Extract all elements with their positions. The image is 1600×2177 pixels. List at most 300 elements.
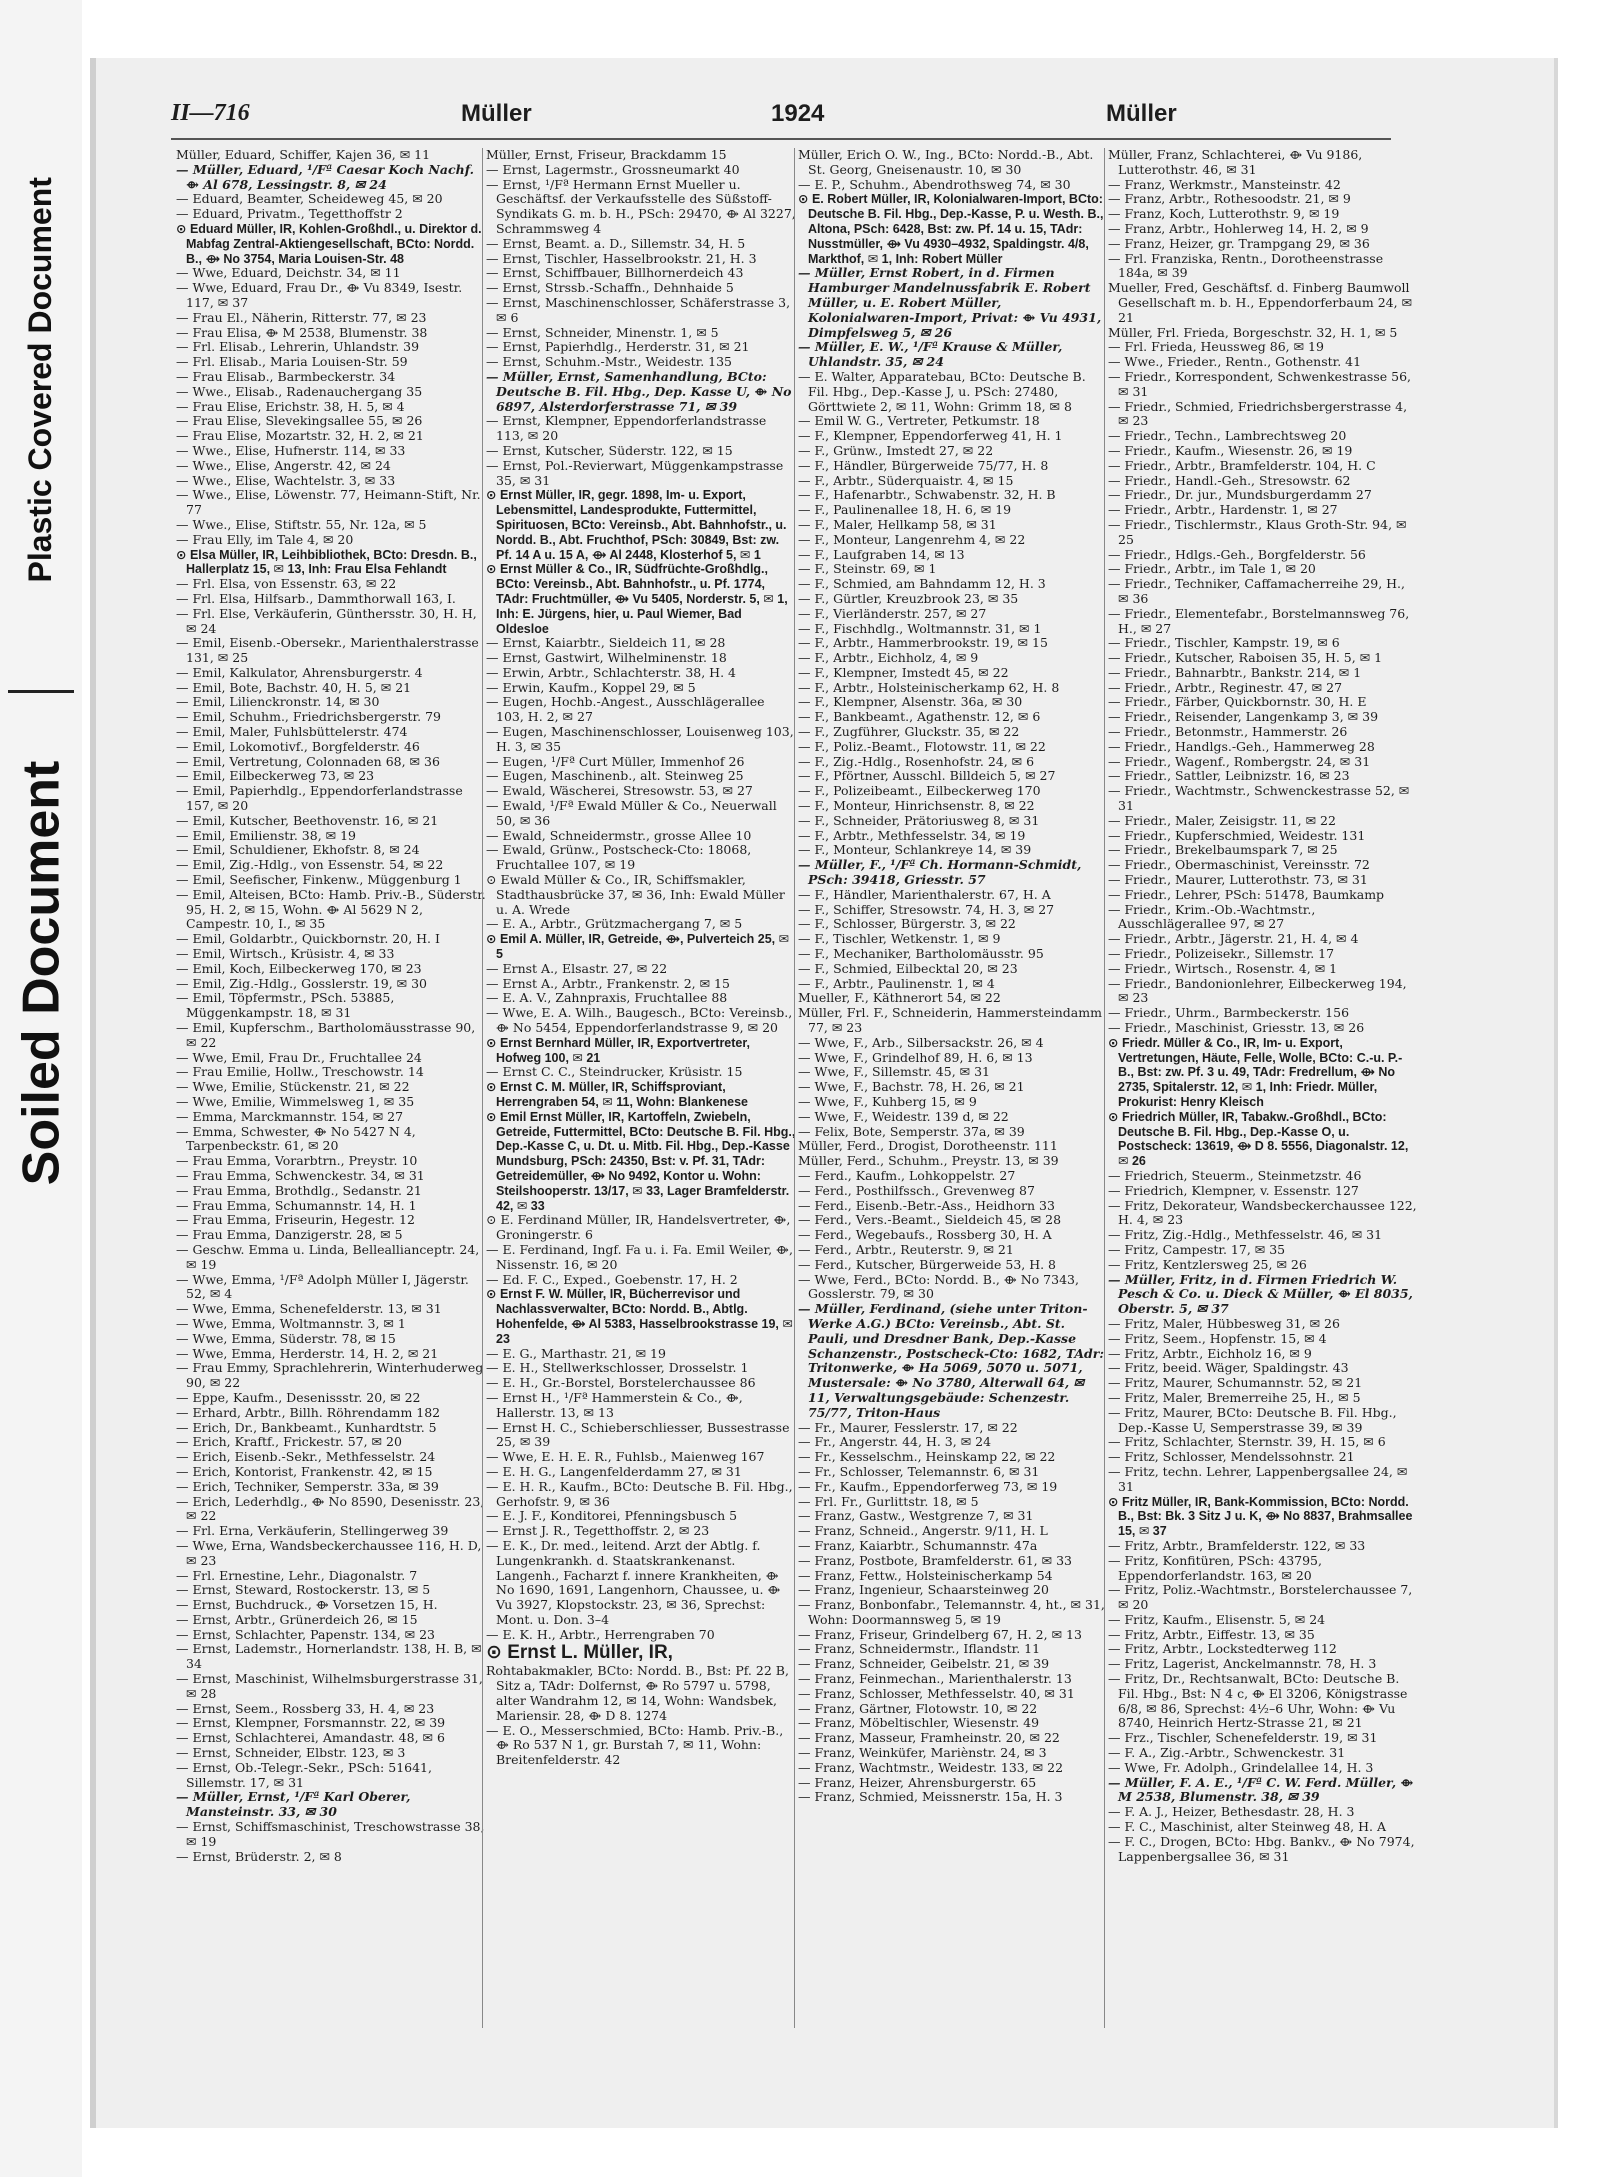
directory-entry: — Franz, Heizer, gr. Trampgang 29, ✉ 36 xyxy=(1108,235,1370,251)
directory-entry: — Ernst, Beamt. a. D., Sillemstr. 34, H. 5 xyxy=(486,235,746,251)
directory-entry: — Friedr., Hdlgs.-Geh., Borgfelderstr. 56 xyxy=(1108,546,1366,562)
directory-entry: — Fritz, Maler, Bremerreihe 25, H., ✉ 5 xyxy=(1108,1389,1361,1405)
directory-entry: — Frau Emmy, Sprachlehrerin, Winterhuderweg 90, ✉ 22 xyxy=(176,1360,484,1391)
directory-entry: — Geschw. Emma u. Linda, Belleallianceptr. 24, ✉ 19 xyxy=(176,1241,480,1272)
directory-entry: — F., Mechaniker, Bartholomäusstr. 95 xyxy=(798,946,1044,962)
directory-entry: — Ferd., Arbtr., Reuterstr. 9, ✉ 21 xyxy=(798,1241,1014,1257)
directory-entry: — Frau Emma, Schumannstr. 14, H. 1 xyxy=(176,1197,417,1213)
directory-entry: — Wwe., Frieder., Rentn., Gothenstr. 41 xyxy=(1108,354,1362,370)
directory-entry: — Emil, Bote, Bachstr. 40, H. 5, ✉ 21 xyxy=(176,679,412,695)
soiled-document-stamp xyxy=(8,690,74,1253)
directory-entry: — Emil, Koch, Eilbeckerweg 170, ✉ 23 xyxy=(176,960,422,976)
directory-entry: — Frau Emma, Friseurin, Hegestr. 12 xyxy=(176,1212,415,1228)
directory-entry: — E. H., Stellwerkschlosser, Drosselstr. 1 xyxy=(486,1360,749,1376)
directory-entry: — F., Monteur, Hinrichsenstr. 8, ✉ 22 xyxy=(798,798,1035,814)
directory-entry: — Ernst, Brüderstr. 2, ✉ 8 xyxy=(176,1848,342,1864)
directory-entry: — Ernst, Gastwirt, Wilhelminenstr. 18 xyxy=(486,650,727,666)
directory-entry: — Franz, Kaiarbtr., Schumannstr. 47a xyxy=(798,1537,1038,1553)
soiled-document-label: Soiled Document xyxy=(12,760,70,1186)
directory-entry: — Erhard, Arbtr., Billh. Röhrendamm 182 xyxy=(176,1404,441,1420)
directory-entry: — F., Monteur, Schlankreye 14, ✉ 39 xyxy=(798,842,1032,858)
directory-entry: Rohtabakmakler, BCto: Nordd. B., Bst: Pf. 22 B, Sitz a, TAdr: Dolfernst, ⟴ Ro 5797 u. 5798, alter Wandrahm 12, ✉ 14, Wohn: Wandsbek, Mariensir. 28, ⟴ D 8. 1274 xyxy=(486,1663,789,1723)
directory-entry: — Fritz, Seem., Hopfenstr. 15, ✉ 4 xyxy=(1108,1330,1327,1346)
directory-entry: — Friedr., Lehrer, PSch: 51478, Baumkamp xyxy=(1108,886,1385,902)
directory-entry: — Friedr., Bahnarbtr., Bankstr. 214, ✉ 1 xyxy=(1108,664,1362,680)
directory-entry: — Frl. Else, Verkäuferin, Günthersstr. 30, H. H, ✉ 24 xyxy=(176,605,477,636)
directory-entry: — Emil, Kutscher, Beethovenstr. 16, ✉ 21 xyxy=(176,812,439,828)
directory-page xyxy=(90,58,1558,2128)
directory-entry: — F. C., Maschinist, alter Steinweg 48, H. A xyxy=(1108,1819,1386,1835)
directory-entry: — Fritz, Schlosser, Mendelssohnstr. 21 xyxy=(1108,1449,1355,1465)
directory-entry: — Frau Emma, Vorarbtrn., Preystr. 10 xyxy=(176,1153,418,1169)
directory-entry: — F., Hafenarbtr., Schwabenstr. 32, H. B xyxy=(798,487,1056,503)
directory-entry: — Friedr., Sattler, Leibnizstr. 16, ✉ 23 xyxy=(1108,768,1350,784)
directory-entry: — Frau Elly, im Tale 4, ✉ 20 xyxy=(176,531,354,547)
directory-entry: — Emil, Zig.-Hdlg., von Essenstr. 54, ✉ 22 xyxy=(176,857,444,873)
directory-entry: — Franz, Gastw., Westgrenze 7, ✉ 31 xyxy=(798,1508,1034,1524)
page-number: II—716 xyxy=(171,100,250,126)
directory-entry: — Friedr., Reisender, Langenkamp 3, ✉ 39 xyxy=(1108,709,1379,725)
directory-entry: — Emma, Marckmannstr. 154, ✉ 27 xyxy=(176,1108,404,1124)
directory-entry: — Franz, Schneid., Angerstr. 9/11, H. L xyxy=(798,1523,1048,1539)
directory-entry: — Ernst, Lagermstr., Grossneumarkt 40 xyxy=(486,161,740,177)
directory-entry: — Friedr., Kupferschmied, Weidestr. 131 xyxy=(1108,827,1366,843)
directory-entry: — Friedrich, Steuerm., Steinmetzstr. 46 xyxy=(1108,1167,1362,1183)
directory-entry: — Ewald, Schneidermstr., grosse Allee 10 xyxy=(486,827,752,843)
directory-entry: — Wwe, F., Weidestr. 139 d, ✉ 22 xyxy=(798,1108,1009,1124)
directory-entry: — F. C., Drogen, BCto: Hbg. Bankv., ⟴ No 7974, Lappenbergsallee 36, ✉ 31 xyxy=(1108,1833,1415,1864)
directory-entry: — Friedr., Arbtr., Jägerstr. 21, H. 4, ✉ 4 xyxy=(1108,931,1359,947)
directory-entry: — Wwe, Emilie, Wimmelsweg 1, ✉ 35 xyxy=(176,1094,415,1109)
directory-entry: — Ernst, Schneider, Minenstr. 1, ✉ 5 xyxy=(486,324,719,340)
directory-entry: — Emil W. G., Vertreter, Petkumstr. 18 xyxy=(798,413,1040,429)
directory-entry: — Fr., Maurer, Fesslerstr. 17, ✉ 22 xyxy=(798,1419,1018,1435)
directory-entry: — Friedr., Dr. jur., Mundsburgerdamm 27 xyxy=(1108,487,1372,503)
directory-entry: — Franz, Gärtner, Flotowstr. 10, ✉ 22 xyxy=(798,1700,1038,1716)
directory-entry: — Erwin, Kaufm., Koppel 29, ✉ 5 xyxy=(486,679,696,695)
directory-entry: — Emma, Schwester, ⟴ No 5427 N 4, Tarpenbeckstr. 61, ✉ 20 xyxy=(176,1123,416,1154)
directory-entry: — F., Laufgraben 14, ✉ 13 xyxy=(798,546,965,562)
directory-entry: — Ernst, Klempner, Eppendorferlandstrasse 113, ✉ 20 xyxy=(486,413,767,444)
directory-entry: — Frau Emma, Danzigerstr. 28, ✉ 5 xyxy=(176,1227,403,1243)
directory-entry: — Ernst, Schlachterei, Amandastr. 48, ✉ 6 xyxy=(176,1730,445,1746)
column-divider xyxy=(794,148,795,2028)
directory-entry: — Ferd., Wegebaufs., Rossberg 30, H. A xyxy=(798,1227,1052,1243)
directory-entry: — Müller, Eduard, ¹/Fª Caesar Koch Nachf. ⟴ Al 678, Lessingstr. 8, ✉ 24 xyxy=(176,161,475,192)
directory-entry: — Wwe, Ferd., BCto: Nordd. B., ⟴ No 7343, Gosslerstr. 79, ✉ 30 xyxy=(798,1271,1079,1302)
directory-entry: — Friedr., Maurer, Lutterothstr. 73, ✉ 31 xyxy=(1108,872,1368,888)
directory-entry: — Friedr., Polizeisekr., Sillemstr. 17 xyxy=(1108,946,1335,962)
directory-entry: — F., Zig.-Hdlg., Rosenhofstr. 24, ✉ 6 xyxy=(798,753,1035,769)
directory-entry: ⊙ Elsa Müller, IR, Leihbibliothek, BCto: Dresdn. B., Hallerplatz 15, ✉ 13, Inh: Frau Elsa Fehlandt xyxy=(176,547,477,577)
directory-entry: — Müller, Ernst Robert, in d. Firmen Hamburger Mandelnussfabrik E. Robert Müller, u. E. Robert Müller, Kolonialwaren-Import, Privat: ⟴ Vu 4931, Dimpfelsweg 5, ✉ 26 xyxy=(798,265,1102,340)
directory-entry: — Franz, Masseur, Framheinstr. 20, ✉ 22 xyxy=(798,1730,1060,1746)
directory-entry: — Ferd., Posthilfssch., Grevenweg 87 xyxy=(798,1182,1035,1198)
directory-entry: — Wwe, F., Grindelhof 89, H. 6, ✉ 13 xyxy=(798,1049,1033,1065)
directory-column-2 xyxy=(486,148,796,2018)
directory-entry: — F., Arbtr., Hammerbrookstr. 19, ✉ 15 xyxy=(798,635,1048,651)
directory-entry: — Emil, Lilienckronstr. 14, ✉ 30 xyxy=(176,694,380,710)
directory-entry: — Franz, Feinmechan., Marienthalerstr. 13 xyxy=(798,1671,1072,1687)
directory-entry: — Frau Elisab., Barmbeckerstr. 34 xyxy=(176,368,396,384)
directory-entry: — E. H. R., Kaufm., BCto: Deutsche B. Fil. Hbg., Gerhofstr. 9, ✉ 36 xyxy=(486,1478,793,1509)
directory-entry: — Ernst, Strssb.-Schaffn., Dehnhaide 5 xyxy=(486,280,734,296)
directory-entry: Mueller, Fred, Geschäftsf. d. Finberg Baumwoll Gesellschaft m. b. H., Eppendorferbaum 24, ✉ 21 xyxy=(1108,280,1413,325)
directory-entry: Mueller, F., Käthnerort 54, ✉ 22 xyxy=(798,990,1001,1006)
directory-entry: — E. J. F., Konditorei, Pfenningsbusch 5 xyxy=(486,1508,738,1524)
directory-entry: — Friedr., Kutscher, Raboisen 35, H. 5, ✉ 1 xyxy=(1108,650,1383,666)
header-surname-right: Müller xyxy=(1106,100,1177,127)
directory-entry: — F., Pförtner, Ausschl. Billdeich 5, ✉ 27 xyxy=(798,768,1056,784)
directory-entry: — Wwe, Emilie, Stückenstr. 21, ✉ 22 xyxy=(176,1079,410,1095)
directory-entry: — Ernst, Schiffbauer, Billhornerdeich 43 xyxy=(486,265,744,281)
directory-entry: Müller, Eduard, Schiffer, Kajen 36, ✉ 11 xyxy=(176,148,431,162)
directory-entry: — Fritz, Zig.-Hdlg., Methfesselstr. 46, ✉ 31 xyxy=(1108,1227,1383,1243)
directory-entry: — Franz, Schneider, Geibelstr. 21, ✉ 39 xyxy=(798,1656,1050,1672)
directory-entry: — Franz, Koch, Lutterothstr. 9, ✉ 19 xyxy=(1108,206,1340,222)
directory-entry: — Emil, Goldarbtr., Quickbornstr. 20, H. I xyxy=(176,931,440,947)
directory-entry: — Friedr., Betonmstr., Hammerstr. 26 xyxy=(1108,724,1348,740)
directory-entry: — Eugen, Maschinenschlosser, Louisenweg 103, H. 3, ✉ 35 xyxy=(486,724,794,754)
directory-entry: — Ferd., Vers.-Beamt., Sieldeich 45, ✉ 28 xyxy=(798,1212,1062,1228)
directory-entry: — Eppe, Kaufm., Desenissstr. 20, ✉ 22 xyxy=(176,1389,421,1405)
directory-entry: — Franz, Schlosser, Methfesselstr. 40, ✉ 31 xyxy=(798,1685,1075,1701)
directory-entry: — Ernst, Kaiarbtr., Sieldeich 11, ✉ 28 xyxy=(486,635,726,651)
directory-entry: — Wwe, Emil, Frau Dr., Fruchtallee 24 xyxy=(176,1049,422,1065)
directory-entry: — Franz, Weinküfer, Mariènstr. 24, ✉ 3 xyxy=(798,1745,1047,1761)
directory-entry: — Franz, Schneidermstr., Iflandstr. 11 xyxy=(798,1641,1041,1657)
directory-entry: — Ferd., Eisenb.-Betr.-Ass., Heidhorn 33 xyxy=(798,1197,1055,1213)
directory-entry: — Emil, Maler, Fuhlsbüttelerstr. 474 xyxy=(176,724,408,740)
directory-entry: — Ernst, Seem., Rossberg 33, H. 4, ✉ 23 xyxy=(176,1700,435,1716)
directory-entry: — Frl. Elisab., Lehrerin, Uhlandstr. 39 xyxy=(176,339,420,355)
directory-entry: — Eugen, Hochb.-Angest., Ausschlägerallee 103, H. 2, ✉ 27 xyxy=(486,694,765,725)
directory-entry: — Müller, E. W., ¹/Fª Krause & Müller, Uhlandstr. 35, ✉ 24 xyxy=(798,339,1063,370)
directory-entry: — Wwe, Emma, Herderstr. 14, H. 2, ✉ 21 xyxy=(176,1345,439,1361)
column-divider xyxy=(1104,148,1105,2028)
directory-entry: — Fritz, Lagerist, Anckelmannstr. 78, H. 3 xyxy=(1108,1656,1377,1672)
directory-column-4 xyxy=(1108,148,1418,2018)
directory-entry: — Ferd., Kaufm., Lohkoppelstr. 27 xyxy=(798,1167,1016,1183)
directory-entry: — F., Poliz.-Beamt., Flotowstr. 11, ✉ 22 xyxy=(798,738,1046,754)
directory-entry: — Ernst, Kutscher, Süderstr. 122, ✉ 15 xyxy=(486,442,733,458)
directory-entry: — F., Arbtr., Methfesselstr. 34, ✉ 19 xyxy=(798,827,1026,843)
directory-entry: — E. H. G., Langenfelderdamm 27, ✉ 31 xyxy=(486,1463,742,1479)
directory-entry: — Frau Emilie, Hollw., Treschowstr. 14 xyxy=(176,1064,424,1080)
directory-entry: — Wwe, F., Bachstr. 78, H. 26, ✉ 21 xyxy=(798,1079,1025,1095)
directory-entry: — Eduard, Beamter, Scheideweg 45, ✉ 20 xyxy=(176,191,443,207)
directory-entry: — Friedr., Arbtr., im Tale 1, ✉ 20 xyxy=(1108,561,1316,577)
directory-entry: — Fritz, Maler, Hübbesweg 31, ✉ 26 xyxy=(1108,1315,1340,1331)
directory-entry: — F. A., Zig.-Arbtr., Schwenckestr. 31 xyxy=(1108,1745,1346,1761)
directory-entry: — Fr., Kaufm., Eppendorferweg 73, ✉ 19 xyxy=(798,1478,1058,1494)
directory-entry: — Franz, Werkmstr., Mansteinstr. 42 xyxy=(1108,176,1341,192)
directory-entry: — Wwe, Erna, Wandsbeckerchaussee 116, H. D, ✉ 23 xyxy=(176,1537,482,1568)
directory-entry: — Müller, F. A. E., ¹/Fª C. W. Ferd. Müller, ⟴ M 2538, Blumenstr. 38, ✉ 39 xyxy=(1108,1774,1414,1805)
directory-entry: ⊙ Fritz Müller, IR, Bank-Kommission, BCto: Nordd. B., Bst: Bk. 3 Sitz J u. K, ⟴ No 8837, Brahmsallee 15, ✉ 37 xyxy=(1108,1494,1413,1539)
directory-entry: — Fritz, Maurer, Schumannstr. 52, ✉ 21 xyxy=(1108,1375,1363,1391)
directory-entry: — Erich, Techniker, Semperstr. 33a, ✉ 39 xyxy=(176,1478,439,1494)
directory-entry: — Fritz, Arbtr., Eiffestr. 13, ✉ 35 xyxy=(1108,1626,1315,1642)
directory-entry: — E. Walter, Apparatebau, BCto: Deutsche B. Fil. Hbg., Dep.-Kasse J, u. PSch: 27480, Görttwiete 2, ✉ 11, Wohn: Grimm 18, ✉ 8 xyxy=(798,368,1086,414)
directory-entry: ⊙ Ernst Müller & Co., IR, Südfrüchte-Großhdlg., BCto: Vereinsb., Abt. Bahnhofstr., u. Pf. 1774, TAdr: Fruchtmüller, ⟴ Vu 5405, Norderstr. 5, ✉ 1, Inh: E. Jürgens, hier, u. Paul Wiemer, Bad Oldesloe xyxy=(486,562,788,636)
directory-entry: — E. P., Schuhm., Abendrothsweg 74, ✉ 30 xyxy=(798,176,1071,192)
directory-entry: ⊙ E. Robert Müller, IR, Kolonialwaren-Import, BCto: Deutsche B. Fil. Hbg., Dep.-Kasse, P. u. Westh. B., Altona, PSch: 6428, Bst: zw. Pf. 14 u. 15, TAdr: Nusstmüller, ⟴ Vu 4930–4932, Spaldingstr. 4/8, Markthof, ✉ 1, Inh: Robert Müller xyxy=(798,192,1104,266)
directory-entry: Müller, Ferd., Schuhm., Preystr. 13, ✉ 39 xyxy=(798,1153,1059,1169)
directory-entry: — Wwe, Emma, Süderstr. 78, ✉ 15 xyxy=(176,1330,396,1346)
directory-entry: — Erich, Lederhdlg., ⟴ No 8590, Desenisstr. 23, ✉ 22 xyxy=(176,1493,485,1524)
directory-entry: — E. H., Gr.-Borstel, Borstelerchaussee 86 xyxy=(486,1375,756,1391)
directory-entry: — Ernst, Schneider, Elbstr. 123, ✉ 3 xyxy=(176,1745,406,1761)
directory-entry: Müller, Frl. F., Schneiderin, Hammersteindamm 77, ✉ 23 xyxy=(798,1005,1102,1036)
directory-entry: — Friedr., Kaufm., Wiesenstr. 26, ✉ 19 xyxy=(1108,442,1353,458)
directory-entry: — Frl. Frieda, Heussweg 86, ✉ 19 xyxy=(1108,339,1324,355)
directory-entry: — Müller, F., ¹/Fª Ch. Hormann-Schmidt, PSch: 39418, Griesstr. 57 xyxy=(798,857,1082,888)
directory-entry: ⊙ Friedrich Müller, IR, Tabakw.-Großhdl., BCto: Deutsche B. Fil. Hbg., Dep.-Kasse O, u. Postscheck: 13619, ⟴ D 8. 5556, Diagonalstr. 12, ✉ 26 xyxy=(1108,1109,1409,1169)
directory-entry: — Erich, Eisenb.-Sekr., Methfesselstr. 24 xyxy=(176,1449,436,1465)
directory-entry: — F., Schlosser, Bürgerstr. 3, ✉ 22 xyxy=(798,916,1016,932)
directory-entry: — Erich, Kraftf., Frickestr. 57, ✉ 20 xyxy=(176,1434,402,1450)
directory-entry: — F., Arbtr., Holsteinischerkamp 62, H. 8 xyxy=(798,679,1060,695)
directory-entry: — Wwe, Fr. Adolph., Grindelallee 14, H. 3 xyxy=(1108,1759,1374,1775)
directory-entry: — Frau El., Näherin, Ritterstr. 77, ✉ 23 xyxy=(176,309,427,325)
directory-entry: — Frl. Elisab., Maria Louisen-Str. 59 xyxy=(176,354,408,370)
directory-entry: — Friedr., Handl.-Geh., Stresowstr. 62 xyxy=(1108,472,1351,488)
directory-entry: — Fritz, Schlachter, Sternstr. 39, H. 15, ✉ 6 xyxy=(1108,1434,1386,1450)
directory-entry: — Ernst A., Arbtr., Frankenstr. 2, ✉ 15 xyxy=(486,975,730,991)
directory-entry: — F., Monteur, Langenrehm 4, ✉ 22 xyxy=(798,531,1026,547)
page-header xyxy=(171,100,1421,140)
directory-entry: — Emil, Emilienstr. 38, ✉ 19 xyxy=(176,827,357,843)
directory-entry: — Eduard, Privatm., Tegetthoffstr 2 xyxy=(176,206,403,222)
directory-entry: ⊙ Ernst L. Müller, IR, xyxy=(486,1642,673,1664)
directory-entry: — Emil, Töpfermstr., PSch. 53885, Müggenkampstr. 18, ✉ 31 xyxy=(176,990,395,1021)
directory-entry: — Wwe, Eduard, Frau Dr., ⟴ Vu 8349, Isestr. 117, ✉ 37 xyxy=(176,280,463,310)
left-margin-strip xyxy=(0,0,82,2177)
directory-entry: — Friedr., Arbtr., Reginestr. 47, ✉ 27 xyxy=(1108,679,1343,695)
directory-entry: — Müller, Ernst, ¹/Fª Karl Oberer, Mansteinstr. 33, ✉ 30 xyxy=(176,1789,411,1820)
directory-entry: — Franz, Wachtmstr., Weidestr. 133, ✉ 22 xyxy=(798,1759,1064,1775)
directory-entry: — Fritz, Kaufm., Elisenstr. 5, ✉ 24 xyxy=(1108,1611,1326,1627)
directory-entry: — Friedr., Uhrm., Barmbeckerstr. 156 xyxy=(1108,1005,1350,1021)
directory-entry: Müller, Frl. Frieda, Borgeschstr. 32, H. 1, ✉ 5 xyxy=(1108,324,1398,340)
directory-entry: — F., Grünw., Imstedt 27, ✉ 22 xyxy=(798,442,994,458)
directory-entry: — Ernst, Schiffsmaschinist, Treschowstrasse 38, ✉ 19 xyxy=(176,1819,485,1849)
directory-entry: — Franz, Möbeltischler, Wiesenstr. 49 xyxy=(798,1715,1040,1731)
directory-entry: — F., Fischhdlg., Woltmannstr. 31, ✉ 1 xyxy=(798,620,1042,636)
directory-entry: — F., Schmied, am Bahndamm 12, H. 3 xyxy=(798,576,1046,592)
directory-entry: — Wwe., Elise, Hufnerstr. 114, ✉ 33 xyxy=(176,442,406,458)
directory-entry: — Erwin, Arbtr., Schlachterstr. 38, H. 4 xyxy=(486,664,736,680)
directory-entry: ⊙ Ernst C. M. Müller, IR, Schiffsproviant, Herrengraben 54, ✉ 11, Wohn: Blankenese xyxy=(486,1080,748,1109)
directory-entry: — Friedr., Wachtmstr., Schwenckestrasse 52, ✉ 31 xyxy=(1108,783,1410,814)
directory-entry: — Emil, Kupferschm., Bartholomäusstrasse 90, ✉ 22 xyxy=(176,1020,476,1050)
directory-entry: — E. A., Arbtr., Grützmachergang 7, ✉ 5 xyxy=(486,916,743,932)
directory-entry: — Emil, Zig.-Hdlg., Gosslerstr. 19, ✉ 30 xyxy=(176,975,428,991)
directory-entry: — Wwe, Emma, ¹/Fª Adolph Müller I, Jägerstr. 52, ✉ 4 xyxy=(176,1271,469,1302)
directory-entry: — Ernst, Lademstr., Hornerlandstr. 138, H. B, ✉ 34 xyxy=(176,1641,482,1672)
directory-entry: — Frau Elise, Mozartstr. 32, H. 2, ✉ 21 xyxy=(176,428,424,444)
directory-entry: — Wwe, F., Kuhberg 15, ✉ 9 xyxy=(798,1094,977,1109)
directory-entry: Müller, Ferd., Drogist, Dorotheenstr. 111 xyxy=(798,1138,1058,1154)
directory-entry: — F., Arbtr., Eichholz, 4, ✉ 9 xyxy=(798,650,979,666)
header-year: 1924 xyxy=(771,100,825,127)
directory-entry: — Emil, Seefischer, Finkenw., Müggenburg 1 xyxy=(176,872,462,888)
directory-entry: — Ernst, Klempner, Forsmannstr. 22, ✉ 39 xyxy=(176,1715,446,1731)
directory-entry: — Friedr., Wirtsch., Rosenstr. 4, ✉ 1 xyxy=(1108,960,1338,976)
directory-entry: — E. G., Marthastr. 21, ✉ 19 xyxy=(486,1345,666,1361)
directory-entry: — Ferd., Kutscher, Bürgerweide 53, H. 8 xyxy=(798,1256,1057,1272)
directory-entry: — Emil, Kalkulator, Ahrensburgerstr. 4 xyxy=(176,664,423,680)
directory-entry: — Friedr., Bandonionlehrer, Eilbeckerweg 194, ✉ 23 xyxy=(1108,975,1407,1006)
directory-entry: — Ed. F. C., Exped., Goebenstr. 17, H. 2 xyxy=(486,1271,738,1287)
directory-entry: — Wwe, Eduard, Deichstr. 34, ✉ 11 xyxy=(176,265,401,281)
directory-entry: — Ernst, Buchdruck., ⟴ Vorsetzen 15, H. xyxy=(176,1597,438,1613)
directory-entry: — E. K., Dr. med., leitend. Arzt der Abtlg. f. Lungenkrankh. d. Staatskrankenanst. Langenh., Facharzt f. innere Krankheiten, ⟴ No 1690, 1691, Langenhorn, Chaussee, u. ⟴ Vu 3927, Klopstockstr. 23, ✉ 36, Sprechst: Mont. u. Don. 3–4 xyxy=(486,1537,781,1627)
directory-entry: — F., Schmied, Eilbecktal 20, ✉ 23 xyxy=(798,960,1018,976)
directory-entry: — Friedr., Obermaschinist, Vereinsstr. 72 xyxy=(1108,857,1370,873)
directory-entry: — Erich, Kontorist, Frankenstr. 42, ✉ 15 xyxy=(176,1463,433,1479)
directory-entry: — Fritz, Poliz.-Wachtmstr., Borstelerchaussee 7, ✉ 20 xyxy=(1108,1582,1413,1613)
directory-entry: — Emil, Papierhdlg., Eppendorferlandstrasse 157, ✉ 20 xyxy=(176,783,463,814)
directory-entry: — Fritz, Dr., Rechtsanwalt, BCto: Deutsche B. Fil. Hbg., Bst: N 4 c, ⟴ El 3206, Königstrasse 6/8, ✉ 86, Sprechst: 4½–6 Uhr, Wohn: ⟴ Vu 8740, Heinrich Hertz-Strasse 21, ✉ 21 xyxy=(1108,1671,1408,1731)
directory-entry: — Ernst H. C., Schieberschliesser, Bussestrasse 25, ✉ 39 xyxy=(486,1419,790,1450)
directory-entry: — Fritz, Arbtr., Eichholz 16, ✉ 9 xyxy=(1108,1345,1312,1361)
directory-entry: — Friedr., Maler, Zeisigstr. 11, ✉ 22 xyxy=(1108,812,1336,828)
directory-entry: — F., Schiffer, Stresowstr. 74, H. 3, ✉ 27 xyxy=(798,901,1055,917)
directory-entry: — Felix, Bote, Semperstr. 37a, ✉ 39 xyxy=(798,1123,1025,1139)
directory-entry: — Friedr., Maschinist, Griesstr. 13, ✉ 26 xyxy=(1108,1020,1365,1036)
directory-entry: — Wwe, E. A. Wilh., Baugesch., BCto: Vereinsb., ⟴ No 5454, Eppendorferlandstrasse 9, ✉ 20 xyxy=(486,1005,793,1036)
directory-entry: — Emil, Eisenb.-Obersekr., Marienthalerstrasse 131, ✉ 25 xyxy=(176,635,479,666)
directory-entry: — Fritz, Arbtr., Bramfelderstr. 122, ✉ 33 xyxy=(1108,1537,1366,1553)
directory-entry: — Fritz, Arbtr., Lockstedterweg 112 xyxy=(1108,1641,1337,1657)
directory-entry: — Frz., Tischler, Schenefelderstr. 19, ✉ 31 xyxy=(1108,1730,1378,1746)
directory-entry: ⊙ Ewald Müller & Co., IR, Schiffsmakler, Stadthausbrücke 37, ✉ 36, Inh: Ewald Müller u. A. Wrede xyxy=(486,872,785,917)
directory-entry: — F., Steinstr. 69, ✉ 1 xyxy=(798,561,937,577)
directory-entry: — Emil, Lokomotivf., Borgfelderstr. 46 xyxy=(176,738,420,754)
directory-entry: — Frau Elise, Erichstr. 38, H. 5, ✉ 4 xyxy=(176,398,405,414)
directory-entry: — F., Klempner, Alsenstr. 36a, ✉ 30 xyxy=(798,694,1023,710)
directory-entry: — Friedr., Arbtr., Bramfelderstr. 104, H. C xyxy=(1108,457,1376,473)
directory-entry: — Fritz, Kentzlersweg 25, ✉ 26 xyxy=(1108,1256,1307,1272)
directory-entry: — Eugen, ¹/Fª Curt Müller, Immenhof 26 xyxy=(486,753,745,769)
directory-entry: — Frl. Elsa, von Essenstr. 63, ✉ 22 xyxy=(176,576,397,592)
directory-entry: — Müller, Ernst, Samenhandlung, BCto: Deutsche B. Fil. Hbg., Dep. Kasse U, ⟴ No 6897, Alsterdorferstrasse 71, ✉ 39 xyxy=(486,368,792,414)
directory-entry: ⊙ Ernst F. W. Müller, IR, Bücherrevisor und Nachlassverwalter, BCto: Nordd. B., Abtlg. Hohenfelde, ⟴ Al 5383, Hasselbrookstrasse 19, ✉ 23 xyxy=(486,1287,793,1346)
directory-entry: — Ernst, ¹/Fª Hermann Ernst Mueller u. Geschäftsf. der Verkaufsstelle des Süßstoff-Syndikats G. m. b. H., PSch: 29470, ⟴ Al 3227, Schrammsweg 4 xyxy=(486,176,796,236)
directory-entry: — Frl. Fr., Gurlittstr. 18, ✉ 5 xyxy=(798,1493,979,1509)
directory-entry: — Ewald, Grünw., Postscheck-Cto: 18068, Fruchtallee 107, ✉ 19 xyxy=(486,842,752,873)
directory-entry: — Emil, Schuldiener, Ekhofstr. 8, ✉ 24 xyxy=(176,842,420,858)
directory-entry: — Frau Elisa, ⟴ M 2538, Blumenstr. 38 xyxy=(176,324,428,340)
directory-entry: — Ernst, Steward, Rostockerstr. 13, ✉ 5 xyxy=(176,1582,431,1598)
directory-entry: — F., Maler, Hellkamp 58, ✉ 31 xyxy=(798,516,997,532)
directory-entry: — Franz, Bonbonfabr., Telemannstr. 4, ht., ✉ 31, Wohn: Doormannsweg 5, ✉ 19 xyxy=(798,1597,1105,1627)
directory-entry: — Wwe., Elise, Löwenstr. 77, Heimann-Stift, Nr. 77 xyxy=(176,487,481,518)
directory-column-1 xyxy=(176,148,486,2018)
directory-entry: — F., Zugführer, Gluckstr. 35, ✉ 22 xyxy=(798,724,1020,740)
directory-entry: — Ernst, Tischler, Hasselbrookstr. 21, H. 3 xyxy=(486,250,757,266)
directory-entry: — Fritz, Campestr. 17, ✉ 35 xyxy=(1108,1241,1286,1257)
directory-entry: — Emil, Eilbeckerweg 73, ✉ 23 xyxy=(176,768,375,784)
directory-entry: — Ernst H., ¹/Fª Hammerstein & Co., ⟴, Hallerstr. 13, ✉ 13 xyxy=(486,1389,743,1420)
directory-entry: — Fritz, beeid. Wäger, Spaldingstr. 43 xyxy=(1108,1360,1349,1376)
column-divider xyxy=(482,148,483,2028)
directory-entry: Müller, Ernst, Friseur, Brackdamm 15 xyxy=(486,148,727,162)
directory-entry: ⊙ Ernst Müller, IR, gegr. 1898, Im- u. Export, Lebensmittel, Landesprodukte, Futtermittel, Spirituosen, BCto: Vereinsb., Abt. Bahnhofstr., u. Nordd. B., Abt. Fruchthof, PSch: 30849, Bst: zw. Pf. 14 A u. 15 A, ⟴ Al 2448, Klosterhof 5, ✉ 1 xyxy=(486,488,787,562)
directory-entry: — Müller, Ferdinand, (siehe unter Triton-Werke A.G.) BCto: Vereinsb., Abt. St. Pauli, und Dresdner Bank, Dep.-Kasse Schanzenstr., Postscheck-Cto: 1682, TAdr: Tritonwerke, ⟴ Ha 5069, 5070 u. 5071, Mustersale: ⟴ No 3780, Alterwall 64, ✉ 11, Verwaltungsgebäude: Schenzestr. 75/77, Triton-Haus xyxy=(798,1301,1104,1420)
directory-entry: — Franz, Postbote, Bramfelderstr. 61, ✉ 33 xyxy=(798,1552,1072,1568)
directory-entry: — Frau Emma, Brothdlg., Sedanstr. 21 xyxy=(176,1182,422,1198)
directory-entry: — F., Klempner, Eppendorferweg 41, H. 1 xyxy=(798,428,1063,444)
directory-entry: — Fr., Angerstr. 44, H. 3, ✉ 24 xyxy=(798,1434,992,1450)
directory-entry: ⊙ E. Ferdinand Müller, IR, Handelsvertreter, ⟴, Groningerstr. 6 xyxy=(486,1212,791,1243)
directory-entry: — Frl. Erna, Verkäuferin, Stellingerweg 39 xyxy=(176,1523,449,1539)
directory-entry: — Wwe., Elisab., Radenauchergang 35 xyxy=(176,383,423,399)
directory-entry: — Friedr., Handlgs.-Geh., Hammerweg 28 xyxy=(1108,738,1375,754)
directory-entry: — Friedr., Tischler, Kampstr. 19, ✉ 6 xyxy=(1108,635,1340,651)
directory-entry: — Friedr., Arbtr., Hardenstr. 1, ✉ 27 xyxy=(1108,502,1338,518)
directory-entry: — Emil, Schuhm., Friedrichsbergerstr. 79 xyxy=(176,709,442,725)
directory-entry: — Friedr., Schmied, Friedrichsbergerstrasse 4, ✉ 23 xyxy=(1108,398,1408,429)
directory-entry: — Wwe, Emma, Woltmannstr. 3, ✉ 1 xyxy=(176,1315,406,1331)
directory-entry: — F., Arbtr., Süderquaistr. 4, ✉ 15 xyxy=(798,472,1014,488)
header-rule xyxy=(171,138,1391,140)
directory-entry: ⊙ Ernst Bernhard Müller, IR, Exportvertreter, Hofweg 100, ✉ 21 xyxy=(486,1035,751,1065)
plastic-covered-stamp xyxy=(8,80,74,680)
directory-entry: — Ernst, Ob.-Telegr.-Sekr., PSch: 51641, Sillemstr. 17, ✉ 31 xyxy=(176,1759,432,1790)
directory-entry: — F., Händler, Bürgerweide 75/77, H. 8 xyxy=(798,457,1049,473)
directory-entry: — Wwe, F., Arb., Silbersackstr. 26, ✉ 4 xyxy=(798,1034,1044,1050)
directory-entry: — Ernst, Pol.-Revierwart, Müggenkampstrasse 35, ✉ 31 xyxy=(486,457,784,488)
directory-entry: — Wwe., Elise, Stiftstr. 55, Nr. 12a, ✉ 5 xyxy=(176,516,427,532)
directory-entry: — Ewald, Wäscherei, Stresowstr. 53, ✉ 27 xyxy=(486,783,753,799)
directory-entry: ⊙ Emil A. Müller, IR, Getreide, ⟴, Pulverteich 25, ✉ 5 xyxy=(486,932,790,962)
directory-column-3 xyxy=(798,148,1108,2018)
directory-entry: Müller, Erich O. W., Ing., BCto: Nordd.-B., Abt. St. Georg, Gneisenaustr. 10, ✉ 30 xyxy=(798,148,1094,177)
directory-entry: ⊙ Friedr. Müller & Co., IR, Im- u. Export, Vertretungen, Häute, Felle, Wolle, BCto: C.-u. P.-B., Bst: zw. Pf. 3 u. 49, TAdr: Fredrellum, ⟴ No 2735, Spitalerstr. 12, ✉ 1, Inh: Friedr. Müller, Prokurist: Henry Kleisch xyxy=(1108,1035,1403,1109)
directory-entry: — Wwe, Emma, Schenefelderstr. 13, ✉ 31 xyxy=(176,1301,442,1317)
directory-entry: — F., Schneider, Prätoriusweg 8, ✉ 31 xyxy=(798,812,1040,828)
directory-entry: — F., Polizeibeamt., Eilbeckerweg 170 xyxy=(798,783,1041,799)
directory-entry: — Ernst, Maschinenschlosser, Schäferstrasse 3, ✉ 6 xyxy=(486,294,791,325)
directory-entry: — F., Bankbeamt., Agathenstr. 12, ✉ 6 xyxy=(798,709,1041,725)
directory-entry: — Friedr., Techniker, Caffamacherreihe 29, H., ✉ 36 xyxy=(1108,576,1405,606)
directory-entry: — Fritz, techn. Lehrer, Lappenbergsallee 24, ✉ 31 xyxy=(1108,1463,1408,1494)
directory-entry: — F., Tischler, Wetkenstr. 1, ✉ 9 xyxy=(798,931,1001,947)
directory-entry: — Fritz, Maurer, BCto: Deutsche B. Fil. Hbg., Dep.-Kasse U, Semperstrasse 39, ✉ 39 xyxy=(1108,1404,1397,1435)
directory-entry: — Friedr., Korrespondent, Schwenkestrasse 56, ✉ 31 xyxy=(1108,368,1412,399)
header-surname-left: Müller xyxy=(461,100,532,127)
directory-entry: — Franz, Fettw., Holsteinischerkamp 54 xyxy=(798,1567,1053,1583)
directory-entry: — Friedr., Tischlermstr., Klaus Groth-Str. 94, ✉ 25 xyxy=(1108,516,1407,547)
directory-entry: — Frl. Ernestine, Lehr., Diagonalstr. 7 xyxy=(176,1567,418,1583)
directory-entry: — Wwe., Elise, Angerstr. 42, ✉ 24 xyxy=(176,457,391,473)
directory-entry: — Ernst, Maschinist, Wilhelmsburgerstrasse 31, ✉ 28 xyxy=(176,1671,483,1701)
directory-entry: — Friedr., Färber, Quickbornstr. 30, H. E xyxy=(1108,694,1367,710)
directory-entry: — F., Vierländerstr. 257, ✉ 27 xyxy=(798,605,987,621)
directory-entry: — F., Klempner, Imstedt 45, ✉ 22 xyxy=(798,664,1009,680)
directory-entry: ⊙ Eduard Müller, IR, Kohlen-Großhdl., u. Direktor d. Mabfag Zentral-Aktiengesellschaft, BCto: Nordd. B., ⟴ No 3754, Maria Louisen-Str. 48 xyxy=(176,221,482,266)
plastic-covered-label: Plastic Covered Document xyxy=(22,177,59,583)
directory-entry: — Ernst A., Elsastr. 27, ✉ 22 xyxy=(486,960,668,976)
directory-entry: — Wwe, E. H. E. R., Fuhlsb., Maienweg 167 xyxy=(486,1449,765,1465)
directory-entry: — Friedrich, Klempner, v. Essenstr. 127 xyxy=(1108,1182,1359,1198)
directory-entry: — Franz, Arbtr., Hohlerweg 14, H. 2, ✉ 9 xyxy=(1108,220,1369,236)
directory-entry: — Friedr., Techn., Lambrechtsweg 20 xyxy=(1108,428,1347,444)
directory-entry: — Fr., Kesselschm., Heinskamp 22, ✉ 22 xyxy=(798,1449,1056,1465)
